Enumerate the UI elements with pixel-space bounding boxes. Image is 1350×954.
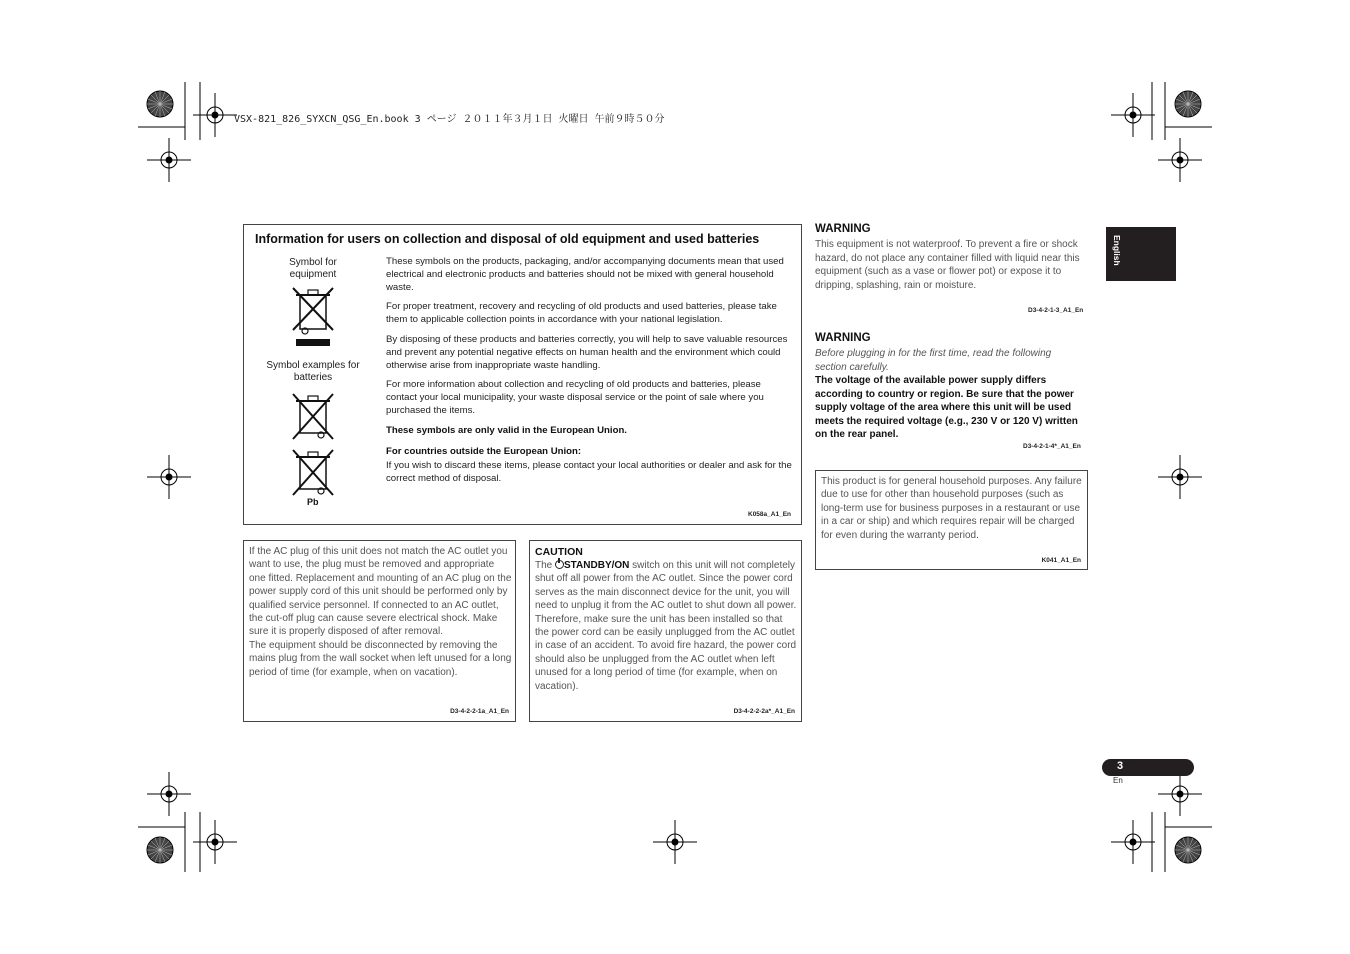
disposal-paragraph-1: These symbols on the products, packaging, and/or accompanying documents mean that used electrical and electronic products and batteries should not be mixed with general household waste. [386,256,784,293]
page-number-badge [1102,759,1194,776]
symbol-batteries-label: Symbol examples for batteries [266,360,360,383]
ac-plug-box [243,540,516,722]
standby-label: STANDBY/ON [564,560,630,571]
crossed-bin-battery-pb-icon [290,447,340,499]
disposal-body [386,256,794,493]
ac-plug-code: D3-4-2-2-1a_A1_En [450,708,509,715]
caution-code: D3-4-2-2-2a*_A1_En [733,708,795,715]
household-body: This product is for general household purposes. Any failure due to use for other than household purposes (such as long-term use for business purposes in a restaurant or use in a car or ship) and which requires repair will be charged for even during the warranty period. [821,476,1082,541]
caution-box [529,540,802,722]
crossed-bin-equipment-icon [290,285,340,351]
disposal-paragraph-4: For more information about collection and recycling of old products and batteries, please contact your local municipality, your waste disposal service or the point of sale where you purchased the items. [386,379,764,416]
ac-plug-paragraph-2: The equipment should be disconnected by removing the mains plug from the wall socket when left unused for a long period of time (for example, when on vacation). [249,639,512,678]
page-number: 3 [1117,760,1124,772]
warning-2-code: D3-4-2-1-4*_A1_En [1023,443,1081,450]
household-box [815,470,1088,570]
print-header: VSX-821_826_SYXCN_QSG_En.book 3 ページ ２０１１年３月１日 火曜日 午前９時５０分 [234,114,665,125]
language-tab [1106,227,1176,281]
household-code: K041_A1_En [1041,557,1081,564]
standby-power-icon [555,560,564,569]
pb-label: Pb [307,497,319,507]
ac-plug-paragraph-1: If the AC plug of this unit does not match the AC outlet you want to use, the plug must be removed and appropriate one fitted. Replacement and mounting of an AC plug on the power supply cord of this unit should be performed only by qualified service personnel. If connected to an AC outlet, the cut-off plug can cause severe electrical shock. Make sure it is properly disposed of after removal. [249,546,512,638]
page-language-code: En [1113,776,1123,785]
warning-1-title: WARNING [815,223,871,235]
disposal-paragraph-6: If you wish to discard these items, please contact your local authorities or dealer and ask for the correct method of disposal. [386,460,792,485]
warning-2-intro: Before plugging in for the first time, read the following section carefully. [815,348,1052,373]
language-tab-label: English [1112,235,1122,266]
caution-body: The STANDBY/ON switch on this unit will not completely shut off all power from the AC outlet. Since the power cord serves as the main disconnect device for the unit, you will need to unplug it from the AC outlet to shut down all power. Therefore, make sure the unit has been installed so that the power cord can be easily unplugged from the AC outlet in case of an accident. To avoid fire hazard, the power cord should also be unplugged from the AC outlet when left unused for a long period of time (for example, when on vacation). [535,560,797,692]
disposal-title: Information for users on collection and disposal of old equipment and used batteries [255,232,760,246]
disposal-code: K058a_A1_En [748,511,791,518]
ac-plug-body [249,545,513,679]
crossed-bin-battery-icon [290,391,340,443]
warning-2-body: The voltage of the available power supply differs according to country or region. Be sure that the power supply voltage of the area where this unit will be used meets the required voltage (e.g., 230 V or 120 V) written on the rear panel. [815,375,1078,440]
warning-2-title: WARNING [815,332,871,344]
disposal-paragraph-2: For proper treatment, recovery and recycling of old products and used batteries, please take them to applicable collection points in accordance with your national legislation. [386,301,777,326]
disposal-info-box [243,224,802,525]
disposal-outside-eu-title: For countries outside the European Union: [386,445,582,457]
warning-1-body: This equipment is not waterproof. To prevent a fire or shock hazard, do not place any container filled with liquid near this equipment (such as a vase or flower pot) or expose it to dripping, splashing, rain or moisture. [815,239,1080,291]
caution-title: CAUTION [535,546,583,558]
warning-1-code: D3-4-2-1-3_A1_En [1028,307,1084,314]
disposal-paragraph-5: These symbols are only valid in the European Union. [386,424,627,436]
symbol-equipment-label: Symbol for equipment [289,257,337,280]
disposal-paragraph-3: By disposing of these products and batteries correctly, you will help to save valuable resources and prevent any potential negative effects on human health and the environment which could otherwise arise from inappropriate waste handling. [386,333,788,371]
